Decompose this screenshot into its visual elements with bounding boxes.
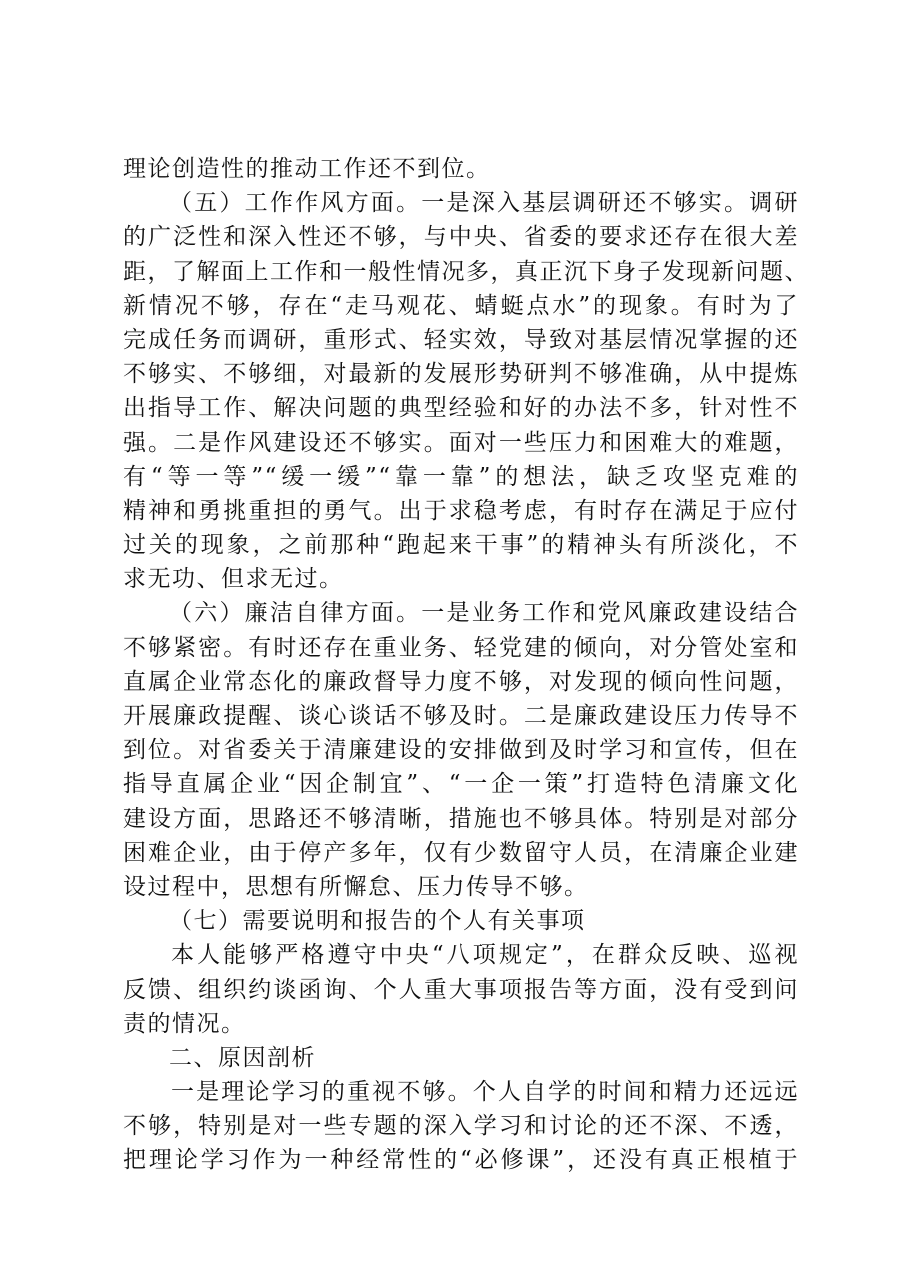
paragraph-line: 过关的现象，之前那种“跑起来干事”的精神头有所淡化，不 — [123, 532, 799, 559]
paragraph-line: 把理论学习作为一种经常性的“必修课”，还没有真正根植于 — [123, 1147, 799, 1174]
paragraph-line: 指导直属企业“因企制宜”、“一企一策”打造特色清廉文化 — [123, 771, 799, 798]
paragraph-line: 直属企业常态化的廉政督导力度不够，对发现的倾向性问题， — [123, 668, 799, 695]
paragraph-line: 强。二是作风建设还不够实。面对一些压力和困难大的难题， — [123, 429, 799, 456]
paragraph-line: 不够实、不够细，对最新的发展形势研判不够准确，从中提炼 — [123, 361, 799, 388]
paragraph-line: 理论创造性的推动工作还不到位。 — [123, 156, 491, 182]
paragraph-line: 反馈、组织约谈函询、个人重大事项报告等方面，没有受到问 — [123, 976, 799, 1003]
section-heading-six: （六）廉洁自律方面。一是业务工作和党风廉政建设结合 — [169, 600, 799, 627]
paragraph-line: 不够，特别是对一些专题的深入学习和讨论的还不深、不透， — [123, 1113, 799, 1140]
paragraph-line: 完成任务而调研，重形式、轻实效，导致对基层情况掌握的还 — [123, 326, 799, 353]
section-heading-five: （五）工作作风方面。一是深入基层调研还不够实。调研 — [169, 190, 799, 217]
paragraph-line: 有“等一等”“缓一缓”“靠一靠”的想法，缺乏攻坚克难的 — [123, 463, 799, 490]
paragraph-line: 求无功、但求无过。 — [123, 566, 344, 593]
paragraph-line: 本人能够严格遵守中央“八项规定”，在群众反映、巡视 — [171, 942, 799, 969]
paragraph-line: 一是理论学习的重视不够。个人自学的时间和精力还远远 — [171, 1079, 799, 1106]
paragraph-line: 的广泛性和深入性还不够，与中央、省委的要求还存在很大差 — [123, 224, 799, 251]
paragraph-line: 精神和勇挑重担的勇气。出于求稳考虑，有时存在满足于应付 — [123, 497, 799, 524]
paragraph-line: 开展廉政提醒、谈心谈话不够及时。二是廉政建设压力传导不 — [123, 703, 799, 729]
paragraph-line: 出指导工作、解决问题的典型经验和好的办法不多，针对性不 — [123, 395, 799, 422]
section-heading-cause-analysis: 二、原因剖析 — [169, 1044, 316, 1071]
section-heading-seven: （七）需要说明和报告的个人有关事项 — [169, 908, 586, 935]
paragraph-line: 距，了解面上工作和一般性情况多，真正沉下身子发现新问题、 — [123, 258, 809, 285]
paragraph-line: 困难企业，由于停产多年，仅有少数留守人员，在清廉企业建 — [123, 839, 799, 866]
paragraph-line: 到位。对省委关于清廉建设的安排做到及时学习和宣传，但在 — [123, 737, 799, 764]
paragraph-line: 设过程中，思想有所懈怠、压力传导不够。 — [123, 873, 589, 900]
document-body — [123, 152, 809, 1178]
paragraph-line: 责的情况。 — [123, 1010, 246, 1037]
paragraph-line: 不够紧密。有时还存在重业务、轻党建的倾向，对分管处室和 — [123, 634, 799, 661]
paragraph-line: 新情况不够，存在“走马观花、蜻蜓点水”的现象。有时为了 — [123, 292, 799, 319]
paragraph-line: 建设方面，思路还不够清晰，措施也不够具体。特别是对部分 — [123, 805, 799, 832]
